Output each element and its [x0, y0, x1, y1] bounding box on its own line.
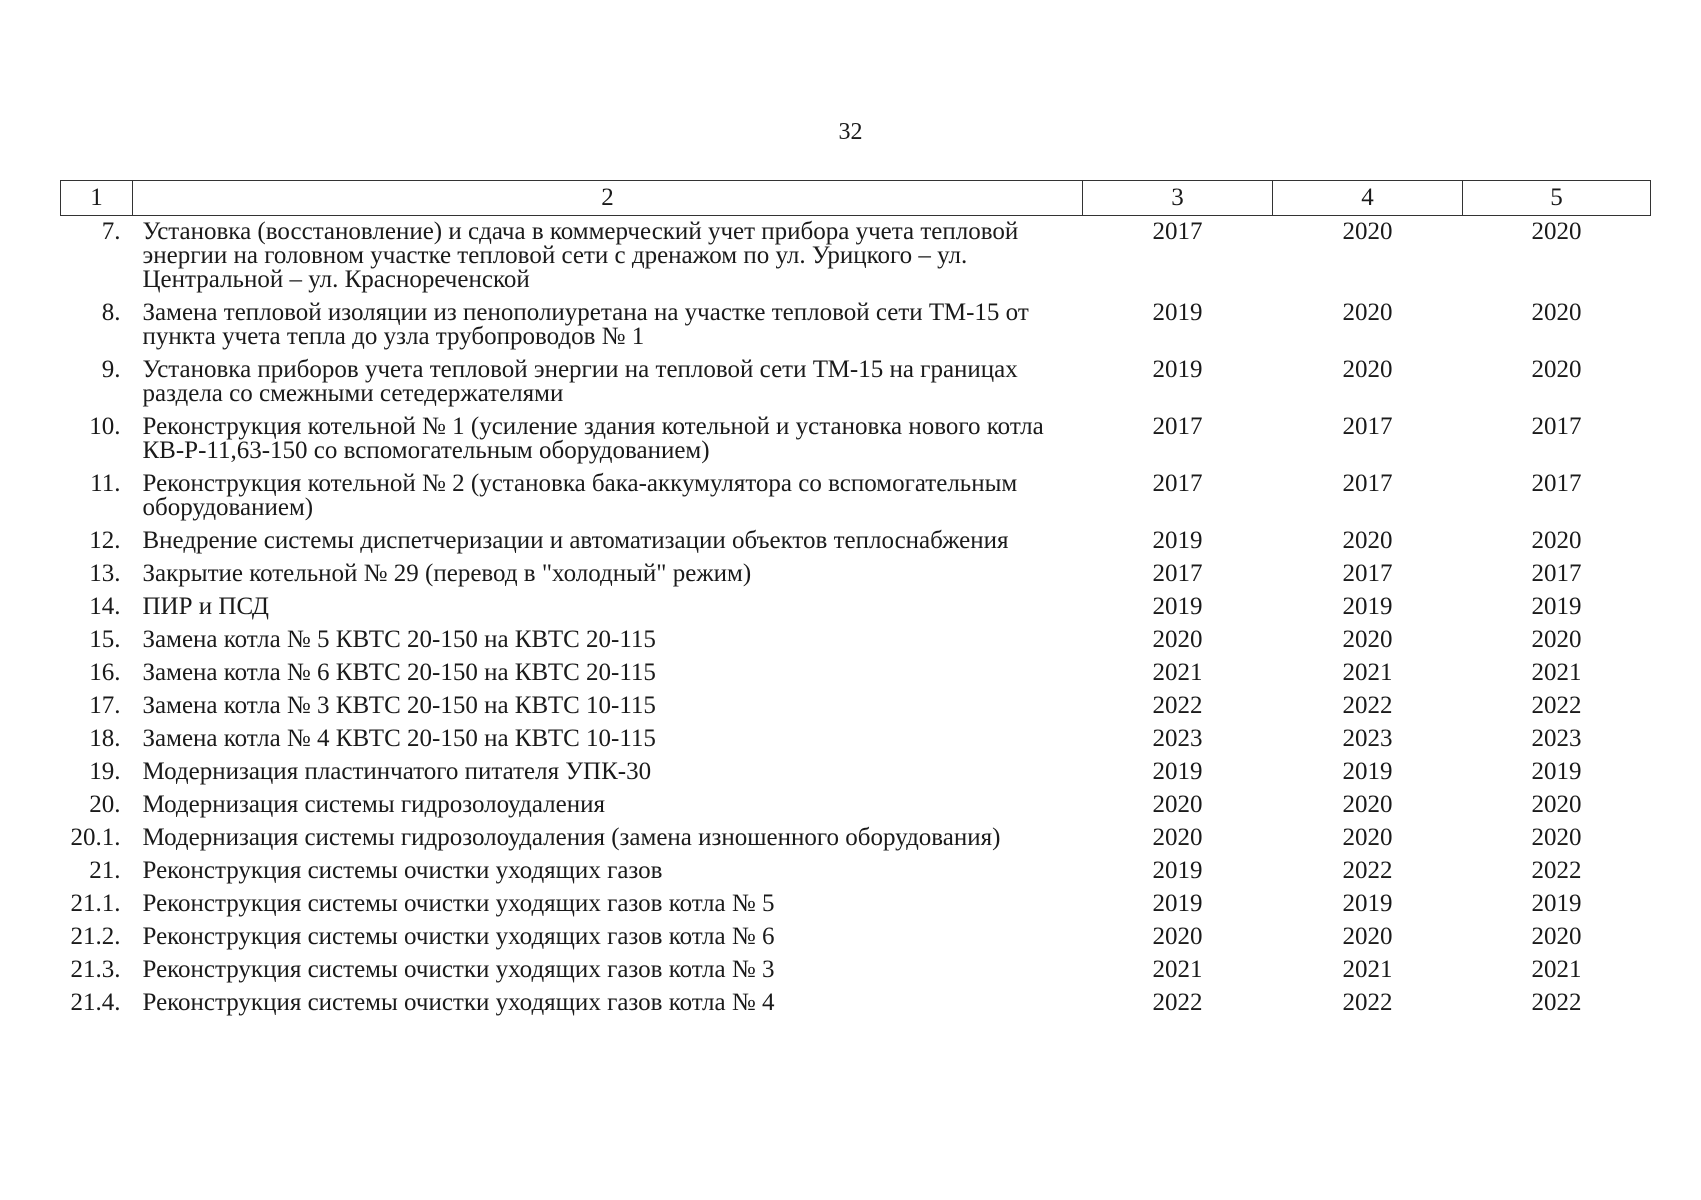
row-col-3: 2022 — [1152, 692, 1203, 719]
row-number: 12. — [89, 527, 121, 554]
row-number: 13. — [89, 560, 121, 587]
header-col-1: 1 — [61, 181, 133, 216]
row-col-4: 2020 — [1342, 923, 1393, 950]
row-col-4: 2019 — [1342, 593, 1393, 620]
row-col-4: 2021 — [1342, 659, 1393, 686]
row-name: Замена тепловой изоляции из пенополиуретана на участке тепловой сети ТМ-15 от пункта учета тепла до узла трубопроводов № 1 — [142, 299, 1029, 350]
table-body — [61, 216, 1651, 1021]
row-col-4: 2020 — [1342, 527, 1393, 554]
row-col-5: 2022 — [1531, 692, 1582, 719]
row-number: 10. — [89, 413, 121, 440]
row-col-3: 2019 — [1152, 758, 1203, 785]
row-col-3: 2020 — [1152, 626, 1203, 653]
row-name: Замена котла № 6 КВТС 20-150 на КВТС 20-115 — [142, 659, 656, 686]
row-col-3: 2020 — [1152, 791, 1203, 818]
row-number: 20. — [89, 791, 121, 818]
row-name: Реконструкция системы очистки уходящих газов котла № 4 — [142, 989, 775, 1016]
row-col-5: 2022 — [1531, 857, 1582, 884]
row-col-5: 2022 — [1531, 989, 1582, 1016]
row-col-3: 2019 — [1152, 593, 1203, 620]
row-name: Внедрение системы диспетчеризации и автоматизации объектов теплоснабжения — [142, 527, 1009, 554]
row-name: Установка приборов учета тепловой энергии на тепловой сети ТМ-15 на границах раздела со смежными сетедержателями — [142, 356, 1018, 407]
row-name: Реконструкция котельной № 1 (усиление здания котельной и установка нового котла КВ-Р-11,63-150 со вспомогательным оборудованием) — [142, 413, 1044, 464]
row-col-3: 2017 — [1152, 218, 1203, 245]
row-col-3: 2023 — [1152, 725, 1203, 752]
table-row — [61, 591, 1651, 624]
row-number: 17. — [89, 692, 121, 719]
row-col-5: 2021 — [1531, 956, 1582, 983]
table-row — [61, 789, 1651, 822]
row-col-5: 2020 — [1531, 356, 1582, 383]
row-number: 14. — [89, 593, 121, 620]
row-number: 21.1. — [70, 890, 121, 917]
row-number: 7. — [101, 218, 121, 245]
row-name: Модернизация пластинчатого питателя УПК-30 — [142, 758, 652, 785]
row-col-4: 2022 — [1342, 857, 1393, 884]
table-row — [61, 723, 1651, 756]
schedule-table — [60, 180, 1651, 1020]
header-col-4: 4 — [1273, 181, 1463, 216]
table-row — [61, 822, 1651, 855]
row-name: Реконструкция котельной № 2 (установка бака-аккумулятора со вспомогательным оборудованием) — [142, 470, 1018, 521]
row-col-4: 2023 — [1342, 725, 1393, 752]
row-name: Замена котла № 3 КВТС 20-150 на КВТС 10-115 — [142, 692, 656, 719]
row-col-3: 2019 — [1152, 890, 1203, 917]
row-col-3: 2022 — [1152, 989, 1203, 1016]
row-col-5: 2020 — [1531, 626, 1582, 653]
row-number: 16. — [89, 659, 121, 686]
row-number: 20.1. — [70, 824, 121, 851]
table-row — [61, 624, 1651, 657]
row-col-4: 2022 — [1342, 692, 1393, 719]
row-col-4: 2017 — [1342, 413, 1393, 440]
row-number: 8. — [101, 299, 121, 326]
row-number: 21.3. — [70, 956, 121, 983]
row-number: 21.4. — [70, 989, 121, 1016]
table-row — [61, 921, 1651, 954]
row-col-4: 2019 — [1342, 890, 1393, 917]
row-col-3: 2019 — [1152, 299, 1203, 326]
row-col-4: 2020 — [1342, 299, 1393, 326]
row-col-4: 2020 — [1342, 356, 1393, 383]
row-col-5: 2023 — [1531, 725, 1582, 752]
row-col-5: 2020 — [1531, 527, 1582, 554]
row-name: Модернизация системы гидрозолоудаления (замена изношенного оборудования) — [142, 824, 1001, 851]
row-col-4: 2019 — [1342, 758, 1393, 785]
table-row — [61, 411, 1651, 468]
row-col-4: 2020 — [1342, 626, 1393, 653]
row-col-3: 2021 — [1152, 659, 1203, 686]
row-col-4: 2022 — [1342, 989, 1393, 1016]
row-number: 19. — [89, 758, 121, 785]
row-col-3: 2019 — [1152, 356, 1203, 383]
table-header — [61, 181, 1651, 216]
row-col-5: 2017 — [1531, 413, 1582, 440]
table-row — [61, 297, 1651, 354]
table-row — [61, 954, 1651, 987]
row-col-4: 2017 — [1342, 560, 1393, 587]
row-col-3: 2019 — [1152, 857, 1203, 884]
row-number: 21. — [89, 857, 121, 884]
row-col-5: 2020 — [1531, 923, 1582, 950]
header-col-5: 5 — [1463, 181, 1651, 216]
row-col-4: 2020 — [1342, 791, 1393, 818]
table-row — [61, 987, 1651, 1020]
row-col-3: 2020 — [1152, 824, 1203, 851]
table-row — [61, 558, 1651, 591]
row-col-4: 2017 — [1342, 470, 1393, 497]
row-col-5: 2017 — [1531, 470, 1582, 497]
header-col-2: 2 — [133, 181, 1083, 216]
row-name: ПИР и ПСД — [142, 593, 269, 620]
row-number: 18. — [89, 725, 121, 752]
row-number: 9. — [101, 356, 121, 383]
table-row — [61, 354, 1651, 411]
row-col-3: 2020 — [1152, 923, 1203, 950]
row-col-3: 2019 — [1152, 527, 1203, 554]
row-name: Установка (восстановление) и сдача в коммерческий учет прибора учета тепловой энергии на головном участке тепловой сети с дренажом по ул. Урицкого – ул. Центральной – ул. Краснореченской — [142, 218, 1019, 293]
row-number: 15. — [89, 626, 121, 653]
row-col-4: 2020 — [1342, 824, 1393, 851]
row-name: Реконструкция системы очистки уходящих газов котла № 3 — [142, 956, 775, 983]
row-number: 11. — [90, 470, 121, 497]
row-name: Реконструкция системы очистки уходящих газов котла № 5 — [142, 890, 775, 917]
table-row — [61, 756, 1651, 789]
row-col-5: 2020 — [1531, 218, 1582, 245]
row-name: Реконструкция системы очистки уходящих газов котла № 6 — [142, 923, 775, 950]
row-col-5: 2020 — [1531, 824, 1582, 851]
row-col-5: 2021 — [1531, 659, 1582, 686]
row-col-5: 2020 — [1531, 791, 1582, 818]
row-number: 21.2. — [70, 923, 121, 950]
row-col-4: 2021 — [1342, 956, 1393, 983]
row-col-3: 2017 — [1152, 470, 1203, 497]
page-number: 32 — [838, 119, 863, 145]
row-col-5: 2017 — [1531, 560, 1582, 587]
row-col-5: 2019 — [1531, 593, 1582, 620]
row-col-5: 2019 — [1531, 758, 1582, 785]
table-row — [61, 657, 1651, 690]
row-name: Замена котла № 5 КВТС 20-150 на КВТС 20-115 — [142, 626, 656, 653]
row-col-3: 2017 — [1152, 560, 1203, 587]
header-col-3: 3 — [1083, 181, 1273, 216]
row-name: Закрытие котельной № 29 (перевод в "холодный" режим) — [142, 560, 752, 587]
table-row — [61, 216, 1651, 298]
table-row — [61, 855, 1651, 888]
table-row — [61, 690, 1651, 723]
row-col-3: 2021 — [1152, 956, 1203, 983]
table-row — [61, 888, 1651, 921]
table-row — [61, 525, 1651, 558]
row-name: Модернизация системы гидрозолоудаления — [142, 791, 605, 818]
row-col-5: 2019 — [1531, 890, 1582, 917]
row-col-4: 2020 — [1342, 218, 1393, 245]
header-row — [61, 181, 1651, 216]
row-name: Замена котла № 4 КВТС 20-150 на КВТС 10-115 — [142, 725, 656, 752]
table-row — [61, 468, 1651, 525]
row-name: Реконструкция системы очистки уходящих газов — [142, 857, 663, 884]
row-col-3: 2017 — [1152, 413, 1203, 440]
row-col-5: 2020 — [1531, 299, 1582, 326]
